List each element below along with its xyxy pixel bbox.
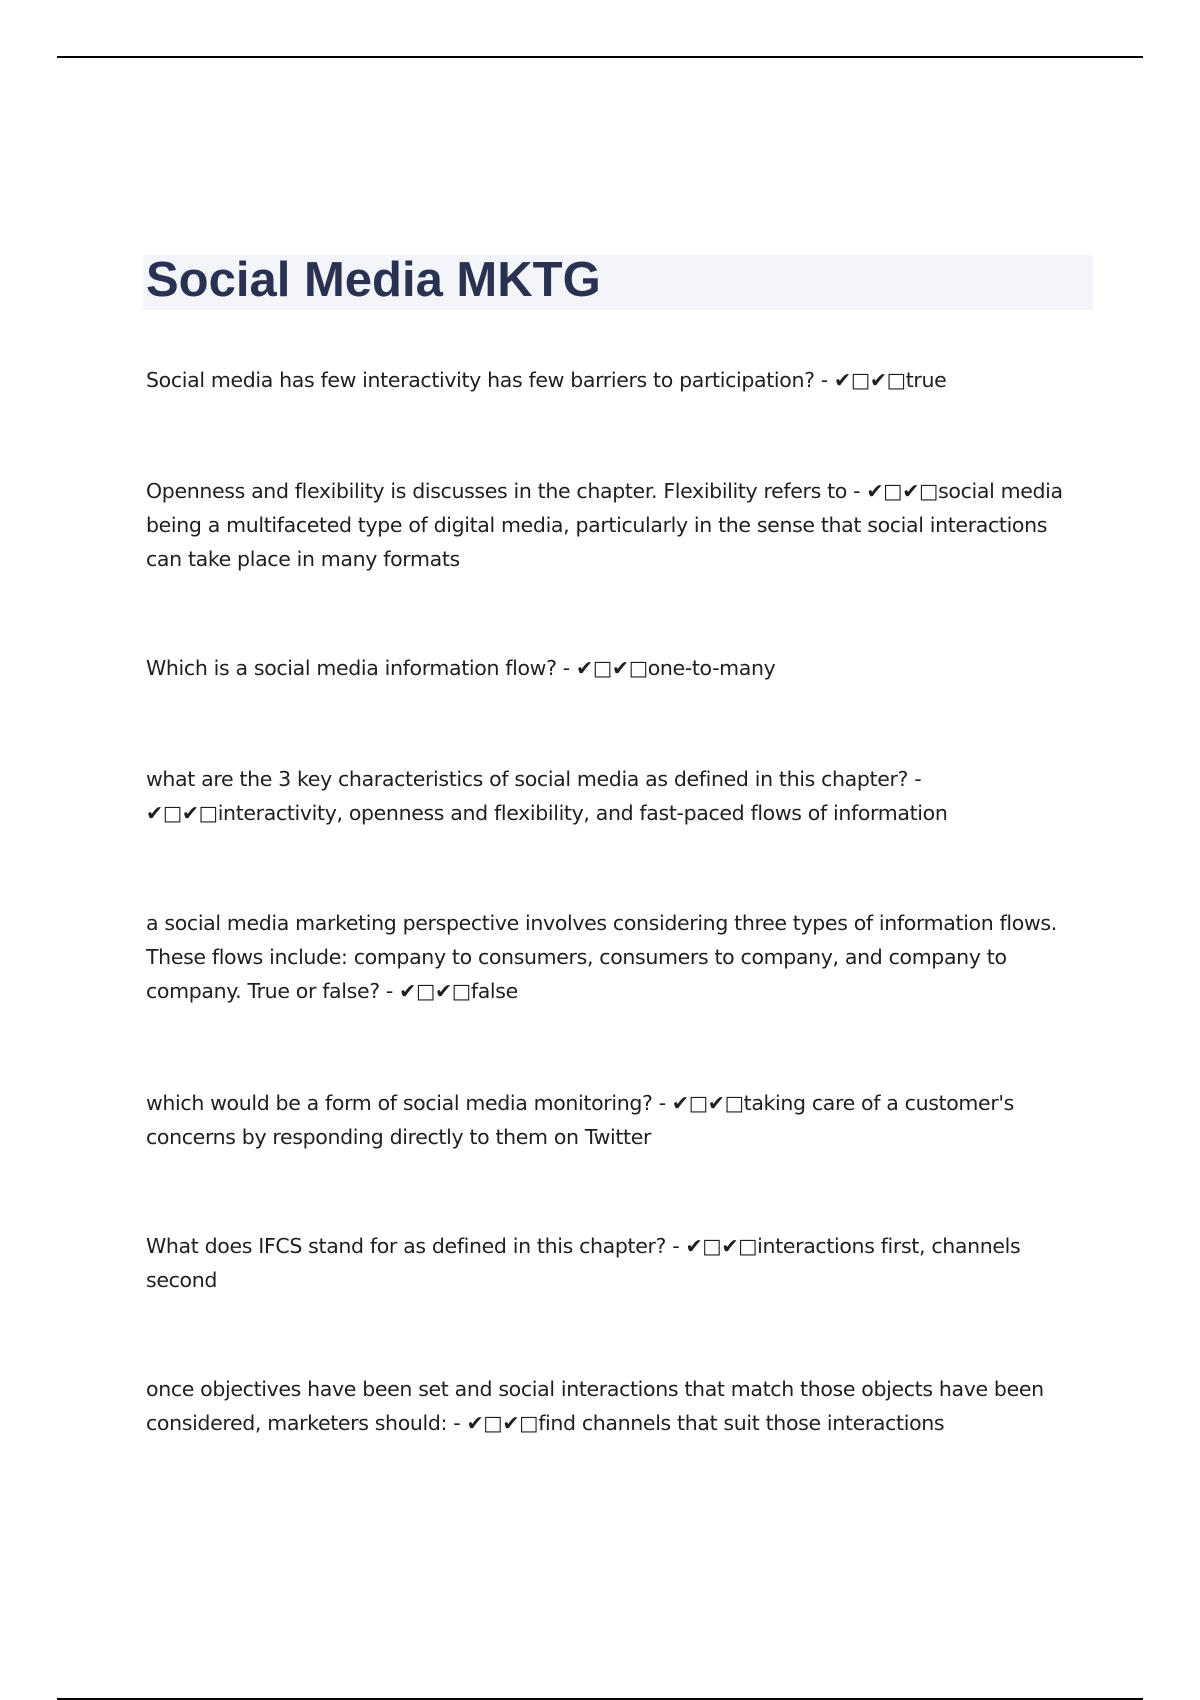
question-text: Social media has few interactivity has few barriers to participation? - — [146, 368, 834, 392]
qa-item-6 — [146, 1086, 1081, 1154]
answer-text: false — [470, 979, 518, 1003]
question-text: Which is a social media information flow? - — [146, 656, 577, 680]
qa-item-7 — [146, 1229, 1081, 1297]
qa-item-3 — [146, 651, 1081, 685]
check-mark-icon: ✔□✔□ — [466, 1411, 539, 1435]
qa-item-1 — [146, 363, 1081, 397]
answer-text: interactivity, openness and flexibility, and fast-paced flows of information — [217, 801, 948, 825]
check-mark-icon: ✔□✔□ — [834, 368, 906, 392]
qa-item-2 — [146, 474, 1081, 576]
answer-text: one-to-many — [647, 656, 776, 680]
answer-text: interactions first, channels second — [146, 1234, 1021, 1292]
question-text: What does IFCS stand for as defined in this chapter? - — [146, 1234, 686, 1258]
check-mark-icon: ✔□✔□ — [399, 979, 471, 1003]
question-text: a social media marketing perspective involves considering three types of information flows. These flows include: company to consumers, consumers to company, and company to company. True or false? - — [146, 911, 1057, 1003]
check-mark-icon: ✔□✔□ — [671, 1091, 744, 1115]
qa-item-5 — [146, 906, 1081, 1008]
answer-text: taking care of a customer's concerns by responding directly to them on Twitter — [146, 1091, 1015, 1149]
qa-item-8 — [146, 1372, 1081, 1440]
question-text: which would be a form of social media monitoring? - — [146, 1091, 672, 1115]
check-mark-icon: ✔□✔□ — [146, 801, 218, 825]
answer-text: true — [905, 368, 947, 392]
answer-text: social media being a multifaceted type of digital media, particularly in the sense that social interactions can take place in many formats — [146, 479, 1063, 571]
qa-item-4 — [146, 762, 1081, 830]
question-text: Openness and flexibility is discusses in the chapter. Flexibility refers to - — [146, 479, 867, 503]
document-title: Social Media MKTG — [146, 253, 601, 307]
check-mark-icon: ✔□✔□ — [576, 656, 648, 680]
check-mark-icon: ✔□✔□ — [685, 1234, 758, 1258]
question-text: once objectives have been set and social interactions that match those objects have been considered, marketers should: - — [146, 1377, 1044, 1435]
question-text: what are the 3 key characteristics of social media as defined in this chapter? - — [146, 767, 922, 791]
answer-text: find channels that suit those interactions — [538, 1411, 945, 1435]
top-rule — [57, 56, 1143, 58]
check-mark-icon: ✔□✔□ — [866, 479, 939, 503]
